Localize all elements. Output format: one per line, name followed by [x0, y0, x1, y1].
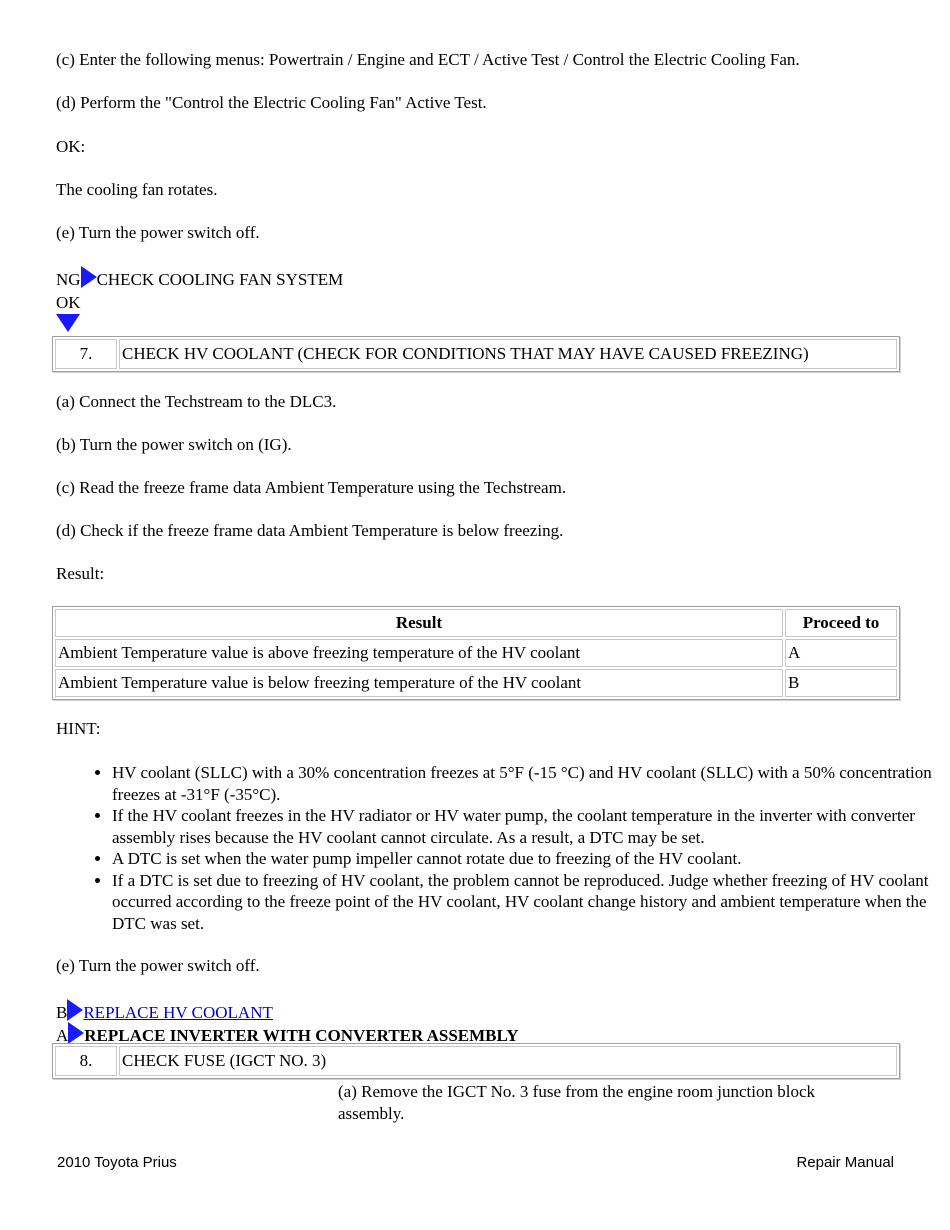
arrow-down-icon	[56, 314, 80, 332]
table-header-cell: Proceed to	[785, 609, 897, 637]
table-header-row	[55, 609, 897, 637]
table-cell: Ambient Temperature value is below freezing temperature of the HV coolant	[55, 669, 783, 697]
ok-text: The cooling fan rotates.	[56, 180, 218, 199]
table-cell: Ambient Temperature value is above freezing temperature of the HV coolant	[55, 639, 783, 667]
list-item: • A DTC is set when the water pump impeller cannot rotate due to freezing of the HV coolant.	[112, 848, 942, 870]
step7-a-text: (a) Connect the Techstream to the DLC3.	[56, 392, 337, 411]
step-7-header	[52, 336, 900, 372]
step-8-header	[52, 1043, 900, 1079]
ng-action: CHECK COOLING FAN SYSTEM	[96, 270, 344, 289]
arrow-right-icon	[68, 1022, 84, 1044]
b-label: B	[56, 1003, 68, 1022]
step7-e-text: (e) Turn the power switch off.	[56, 956, 260, 975]
step8-a-text: (a) Remove the IGCT No. 3 fuse from the engine room junction block assembly.	[338, 1082, 815, 1123]
step-e-text: (e) Turn the power switch off.	[56, 223, 260, 242]
list-item: • If a DTC is set due to freezing of HV coolant, the problem cannot be reproduced. Judge whether freezing of HV coolant occurred according to the freeze point of the HV coolant, HV coolant change history and ambient temperature when the DTC was set.	[112, 870, 942, 935]
hint-list	[56, 762, 942, 934]
list-item: • If the HV coolant freezes in the HV radiator or HV water pump, the coolant temperature in the inverter with converter assembly rises because the HV coolant cannot circulate. As a result, a DTC may be set.	[112, 805, 942, 848]
step-title: CHECK HV COOLANT (CHECK FOR CONDITIONS THAT MAY HAVE CAUSED FREEZING)	[119, 339, 897, 369]
step-c-text: (c) Enter the following menus: Powertrain / Engine and ECT / Active Test / Control the Electric Cooling Fan.	[56, 50, 800, 69]
step-number: 8.	[55, 1046, 117, 1076]
replace-hv-coolant-link[interactable]: REPLACE HV COOLANT	[83, 1003, 273, 1022]
step-number: 7.	[55, 339, 117, 369]
ng-branch	[56, 266, 343, 290]
table-header-cell: Result	[55, 609, 783, 637]
result-label: Result:	[56, 564, 105, 583]
ng-label: NG	[56, 270, 81, 289]
table-row	[55, 669, 897, 697]
footer-left: 2010 Toyota Prius	[57, 1154, 177, 1171]
b-branch	[56, 999, 273, 1023]
a-label: A	[56, 1026, 69, 1045]
footer-right: Repair Manual	[796, 1154, 894, 1171]
arrow-right-icon	[67, 999, 83, 1021]
step7-b-text: (b) Turn the power switch on (IG).	[56, 435, 292, 454]
step7-d-text: (d) Check if the freeze frame data Ambient Temperature is below freezing.	[56, 521, 564, 540]
ok-label: OK:	[56, 137, 86, 156]
table-cell: A	[785, 639, 897, 667]
table-cell: B	[785, 669, 897, 697]
result-table	[52, 606, 900, 700]
list-item: • HV coolant (SLLC) with a 30% concentration freezes at 5°F (-15 °C) and HV coolant (SLLC) with a 50% concentration freezes at -31°F (-35°C).	[112, 762, 942, 805]
step-d-text: (d) Perform the "Control the Electric Cooling Fan" Active Test.	[56, 93, 487, 112]
a-action: REPLACE INVERTER WITH CONVERTER ASSEMBLY	[84, 1026, 519, 1045]
step-title: CHECK FUSE (IGCT NO. 3)	[119, 1046, 897, 1076]
ok-branch-label: OK	[56, 293, 81, 312]
arrow-right-icon	[81, 266, 97, 288]
hint-label: HINT:	[56, 719, 101, 738]
step7-c-text: (c) Read the freeze frame data Ambient Temperature using the Techstream.	[56, 478, 567, 497]
table-row	[55, 639, 897, 667]
